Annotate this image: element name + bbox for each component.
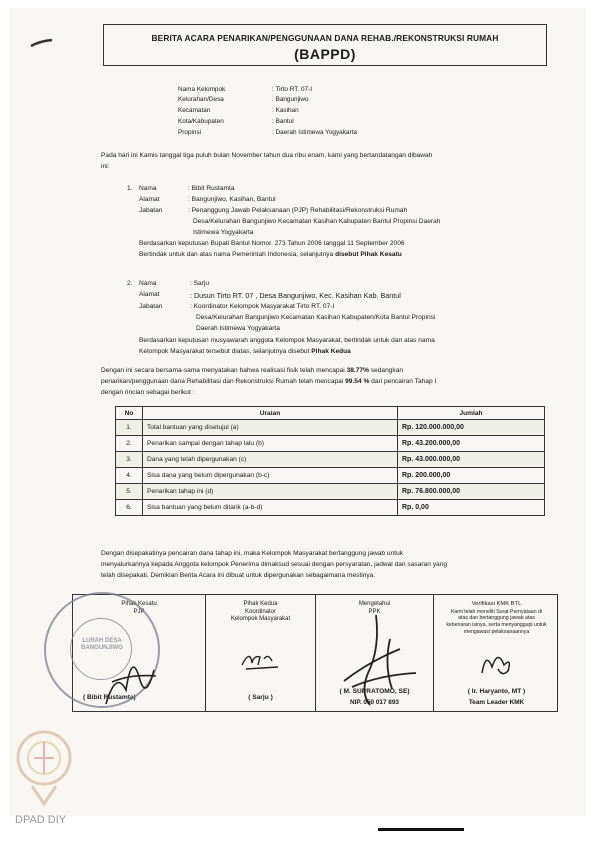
table-row: 3. Dana yang telah dipergunakan (c) Rp. 43.000.000,00 [116,452,545,468]
header-uraian: Uraian [143,407,398,420]
closing-line: menyalurkannya kepada Anggota kelompok Penerima dimaksud sesuai dengan persyaratan, jadwal dan sasaran yang [101,561,448,568]
statement-line: Dengan ini secara bersama-sama menyatakan bahwa realisasi fisik telah mencapai 38.77% sedangkan [101,367,404,374]
closing-line: Dengan disepakatinya pencairan dana tahap ini, maka Kelompok Masyarakat bertanggung jawab untuk [101,550,404,557]
signature-caption: Pihak Kesatu PJP [121,601,157,615]
handwritten-signature [238,647,284,671]
signature-pihak-kedua [206,595,316,711]
party-basis: Bertindak untuk dan atas nama Pemerintah Indonesia, selanjutnya disebut Pihak Kesatu [139,251,402,258]
document-subtitle: (BAPPD) [294,46,356,62]
field-label: Nama [139,280,157,287]
party-basis: Berdasarkan keputusan Bupati Bantul Nomor. 273 Tahun 2006 tanggal 11 September 2006 [139,240,405,247]
signature-kmk [434,595,559,711]
table-row: 6. Sisa bantuan yang belum ditarik (a-b-d) Rp. 0,00 [116,500,545,516]
party-position: : Koordinator Kelompok Masyarakat Tirto RT. 07-I [190,303,335,310]
party-position: Desa/Kelurahan Bangunjiwo Kecamatan Kasihan Kabupaten Bantul Propinsi Daerah [193,218,441,225]
statement-line: dengan rincian sebagai berikut : [101,389,195,396]
field-label: Jabatan [139,303,163,310]
rincian-table [115,406,545,516]
party-address: : Bangunjiwo, Kasihan, Bantul [188,196,276,203]
info-value: : Bantul [272,118,294,125]
table-row: 4. Sisa dana yang belum dipergunakan (b-c) Rp. 200.000,00 [116,468,545,484]
info-label: Kecamatan [178,107,211,114]
party-basis: Berdasarkan keputusan musyawarah anggota Kelompok Masyarakat, bertindak untuk dan atas nama [139,337,435,344]
info-value: : Daerah Istimewa Yogyakarta [272,129,357,136]
intro-line: Pada hari ini Kamis tanggal tiga puluh bulan November tahun dua ribu enam, kami yang bertandatangan dibawah [101,152,433,159]
info-label: Nama Kelompok [178,86,226,93]
info-value: : Kasihan [272,107,299,114]
archive-crest-watermark [12,724,76,808]
signatory-title: Team Leader KMK [468,699,525,706]
info-value: : Bangunjiwo [272,96,309,103]
header-no: No [116,407,143,420]
divider-bar [378,828,464,831]
party-position: Desa/Kelurahan Bangunjiwo Kecamatan Kasihan Kabupaten/Kota Bantul Propinsi [196,314,436,321]
header-jumlah: Jumlah [398,407,545,420]
party-position: : Penanggung Jawab Pelaksanaan (PJP) Rehabilitasi/Rekonstruksi Rumah [188,207,408,214]
party-number: 2. [127,280,133,287]
signatory-name: ( Bibit Rustamta) [83,694,136,701]
intro-line: ini: [101,163,110,170]
table-row: 2. Penarikan sampai dengan tahap lalu (b) Rp. 43.200.000,00 [116,436,545,452]
signatory-name: ( Sarju ) [248,694,273,701]
signature-caption: Verifikasi KMK BTL Kami telah meneliti Surat Pernyataan di atas dan bertanggung jawab atas kebenaran isinya, serta menyanggupi untuk mengawasi pelaksanaannya [446,601,547,635]
punch-mark [30,38,54,50]
field-label: Alamat [139,196,160,203]
stamp-text: LURAH DESA BANGUNJIWO [81,638,123,652]
info-label: Kota/Kabupaten [178,118,224,125]
signature-ppk [316,595,434,711]
statement-line: penarikan/penggunaan dana Rehabilitasi dan Rekonstruksi Rumah telah mencapai 99.54 % dari pencairan Tahap I [101,378,437,385]
field-label: Nama [139,185,157,192]
party-basis: Kelompok Masyarakat tersebut diatas, selanjutnya disebut Pihak Kedua [139,348,351,355]
party-position: Daerah Istimewa Yogyakarta [196,325,280,332]
title-box [103,24,547,66]
signatory-nip: NIP. 050 017 893 [350,699,399,706]
field-label: Jabatan [139,207,163,214]
handwritten-signature [478,645,518,679]
table-header-row [116,407,545,420]
closing-line: telah disepakati. Demikian Berita Acara ini dibuat untuk dipergunakan sebagaimana mestinya. [101,572,376,579]
table-row: 1. Total bantuan yang disetujui (a) Rp. 120.000.000,00 [116,420,545,436]
party-name: : Bibit Rustamta [188,185,235,192]
party-address: : Dusun Tirto RT. 07 , Desa Bangunjiwo, Kec. Kasihan Kab. Bantul [190,291,401,300]
table-row: 5. Penarikan tahap ini (d) Rp. 76.800.000,00 [116,484,545,500]
archive-watermark-label: DPAD DIY [15,814,67,826]
document-title: BERITA ACARA PENARIKAN/PENGGUNAAN DANA REHAB./REKONSTRUKSI RUMAH [151,33,499,43]
party-number: 1. [127,185,133,192]
info-value: : Tirto RT. 07-I [272,86,313,93]
party-name: : Sarju [190,280,210,287]
signatory-name: ( M. SUPRATOMO, SE) [339,688,410,695]
signatory-name: ( Ir. Haryanto, MT ) [467,688,526,695]
signature-caption: Mengetahui PPK [358,601,391,615]
info-label: Kelurahan/Desa [178,96,224,103]
field-label: Alamat [139,291,160,298]
info-label: Propinsi [178,129,202,136]
signature-caption: Pihak Kedua Koordinator Kelompok Masyarakat [230,601,291,622]
handwritten-signature [96,630,166,710]
party-position: Istimewa Yogyakarta [193,229,254,236]
